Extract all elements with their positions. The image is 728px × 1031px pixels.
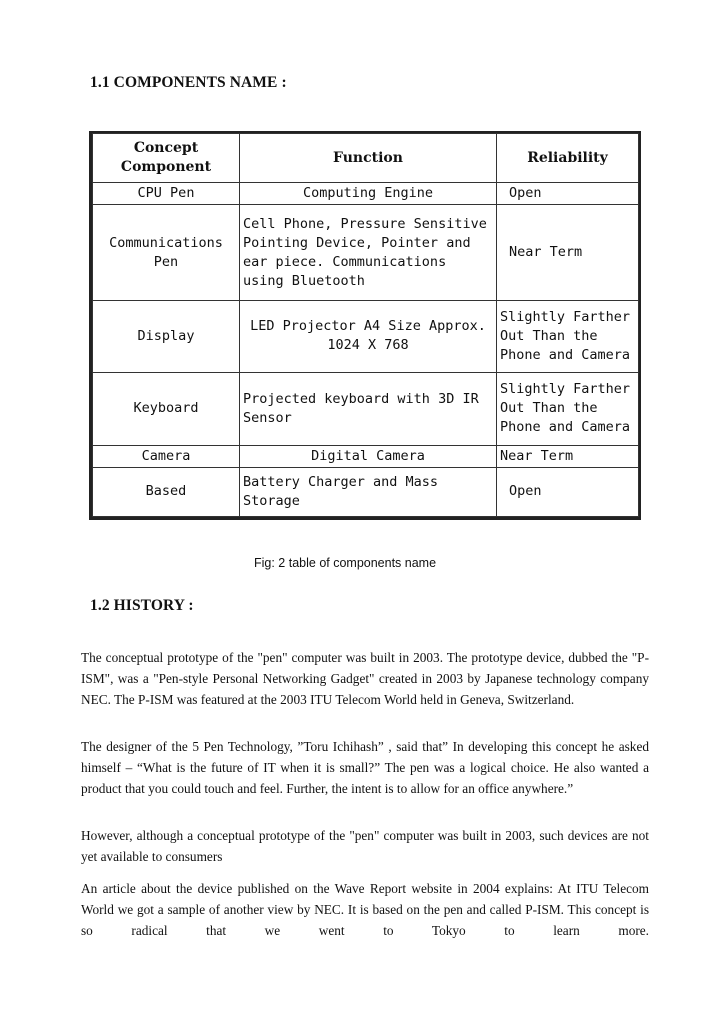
table-row [93,467,639,517]
table-header-row [93,134,639,183]
section-heading-components: 1.1 COMPONENTS NAME : [90,74,287,91]
table-cell: Camera [93,445,240,467]
section-heading-history: 1.2 HISTORY : [90,597,194,614]
table-header-cell: Function [240,134,497,183]
paragraph: The conceptual prototype of the "pen" computer was built in 2003. The prototype device, dubbed the "P-ISM", was a "Pen-style Personal Networking Gadget" created in 2003 by Japanese technology company NEC. The P-ISM was featured at the 2003 ITU Telecom World held in Geneva, Switzerland. [81,650,649,707]
table-cell: Digital Camera [240,445,497,467]
table-row [93,373,639,445]
table-header-cell: Reliability [497,134,639,183]
paragraph: The designer of the 5 Pen Technology, ”Toru Ichihash” , said that” In developing this concept he asked himself – “What is the future of IT when it is small?” The pen was a logical choice. He also wanted a product that you could touch and feel. Further, the intent is to allow for an office anywhere.” [81,739,649,796]
table-cell: Slightly Farther Out Than the Phone and Camera [497,300,639,372]
table-cell: Projected keyboard with 3D IR Sensor [240,373,497,445]
table-cell: Slightly Farther Out Than the Phone and Camera [497,373,639,445]
table-cell: Battery Charger and Mass Storage [240,467,497,517]
paragraph: An article about the device published on the Wave Report website in 2004 explains: At ITU Telecom World we got a sample of another view by NEC. It is based on the pen and called P-ISM. This concept is so radical that we went to Tokyo to learn more. [81,881,649,938]
table-cell: Based [93,467,240,517]
table-cell: Keyboard [93,373,240,445]
table-cell: Near Term [497,445,639,467]
table-row [93,445,639,467]
table-header-cell: Concept Component [93,134,240,183]
figure-caption: Fig: 2 table of components name [254,556,437,570]
table-cell: LED Projector A4 Size Approx. 1024 X 768 [240,300,497,372]
table-cell: Near Term [497,205,639,300]
table-row [93,205,639,300]
table-cell: Display [93,300,240,372]
table-cell: CPU Pen [93,183,240,205]
table-cell: Open [497,467,639,517]
table-row [93,183,639,205]
table-cell: Open [497,183,639,205]
table-cell: Computing Engine [240,183,497,205]
table-row [93,300,639,372]
paragraph: However, although a conceptual prototype of the "pen" computer was built in 2003, such devices are not yet available to consumers [81,828,649,864]
table-cell: Communications Pen [93,205,240,300]
table-cell: Cell Phone, Pressure Sensitive Pointing Device, Pointer and ear piece. Communications using Bluetooth [240,205,497,300]
components-table [89,131,641,520]
